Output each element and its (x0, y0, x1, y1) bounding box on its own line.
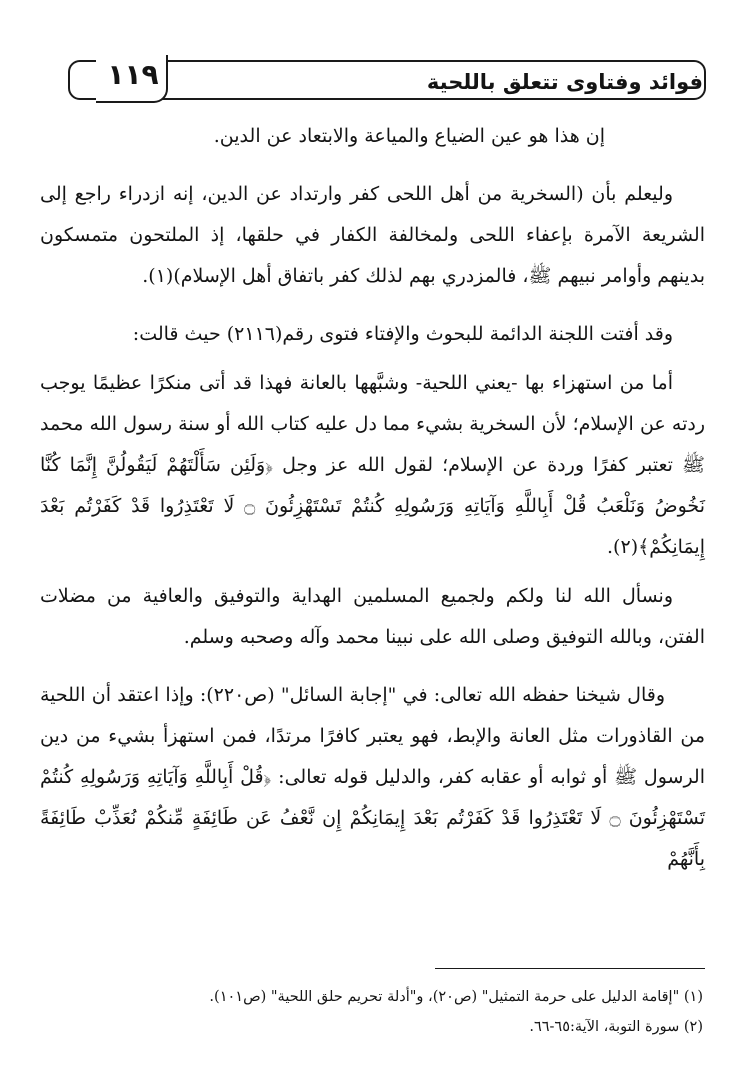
paragraph-4: أما من استهزاء بها -يعني اللحية- وشبَّهها بالعانة فهذا قد أتى منكرًا عظيمًا يوجب ردته عن الإسلام؛ لأن السخرية بشيء مما دل عليه كتاب الله أو سنة رسول الله محمد ﷺ تعتبر كفرًا وردة عن الإسلام؛ لقول الله عز وجل ﴿وَلَئِن سَأَلْتَهُمْ لَيَقُولُنَّ إِنَّمَا كُنَّا نَخُوضُ وَنَلْعَبُ قُلْ أَبِاللَّهِ وَآيَاتِهِ وَرَسُولِهِ كُنتُمْ تَسْتَهْزِئُونَ ۝ لَا تَعْتَذِرُوا قَدْ كَفَرْتُم بَعْدَ إِيمَانِكُمْ﴾(٢). (40, 372, 705, 558)
page-number: ١١٩ (107, 58, 159, 91)
main-text (40, 116, 705, 897)
footnote-2: (٢) سورة التوبة، الآية:٦٥-٦٦. (529, 1019, 703, 1035)
footnotes (40, 982, 703, 1042)
footnote-separator (435, 968, 705, 969)
footnote-1: (١) "إقامة الدليل على حرمة التمثيل" (ص٢٠)، و"أدلة تحريم حلق اللحية" (ص١٠١). (209, 989, 703, 1005)
paragraph-5: ونسأل الله لنا ولكم ولجميع المسلمين الهداية والتوفيق والعافية من مضلات الفتن، وبالله التوفيق وصلى الله على نبينا محمد وآله وصحبه وسلم. (40, 585, 705, 648)
paragraph-3: وقد أفتت اللجنة الدائمة للبحوث والإفتاء فتوى رقم(٢١١٦) حيث قالت: (132, 323, 673, 345)
paragraph-2: وليعلم بأن (السخرية من أهل اللحى كفر وارتداد عن الدين، إنه ازدراء راجع إلى الشريعة الآمرة بإعفاء اللحى ولمخالفة الكفار في حلقها، إذ الملتحون متمسكون بدينهم وأوامر نبيهم ﷺ، فالمزدري بهم لذلك كفر باتفاق أهل الإسلام)(١). (40, 183, 705, 287)
paragraph-1: إن هذا هو عين الضياع والمياعة والابتعاد عن الدين. (213, 125, 605, 147)
paragraph-6: وقال شيخنا حفظه الله تعالى: في "إجابة السائل" (ص٢٢٠): وإذا اعتقد أن اللحية من القاذورات مثل العانة والإبط، فهو يعتبر كافرًا مرتدًا، فمن استهزأ بشيء من دين الرسول ﷺ أو ثوابه أو عقابه كفر، والدليل قوله تعالى: ﴿قُلْ أَبِاللَّهِ وَآيَاتِهِ وَرَسُولِهِ كُنتُمْ تَسْتَهْزِئُونَ ۝ لَا تَعْتَذِرُوا قَدْ كَفَرْتُم بَعْدَ إِيمَانِكُمْ إِن نَّعْفُ عَن طَائِفَةٍ مِّنكُمْ نُعَذِّبْ طَائِفَةً بِأَنَّهُمْ (40, 684, 705, 870)
running-header-title: فوائد وفتاوى تتعلق باللحية (426, 70, 703, 94)
